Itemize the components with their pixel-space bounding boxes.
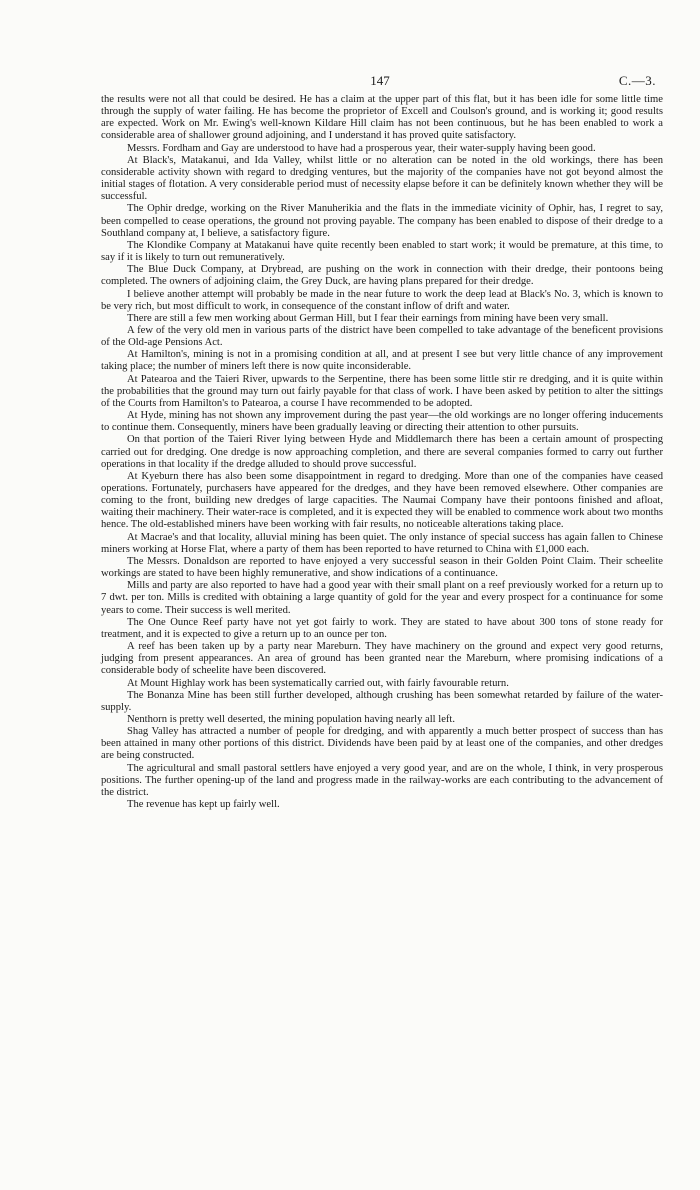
paragraph: Mills and party are also reported to have had a good year with their small plant on a reef previously worked for a return up to 7 dwt. per ton. Mills is credited with obtaining a large quantity of gold for the year and every prospect for a continuance for some years to come. Their success is well merited. [101, 580, 663, 616]
paragraph: Nenthorn is pretty well deserted, the mining population having nearly all left. [127, 713, 456, 725]
paragraph: The Ophir dredge, working on the River Manuherikia and the flats in the immediate vicinity of Ophir, has, I regret to say, been compelled to cease operations, the ground not proving payable. The company has been enabled to dispose of their dredge to a Southland company at, I believe, a satisfactory figure. [101, 203, 663, 239]
paragraph: The revenue has kept up fairly well. [127, 799, 280, 811]
document-reference: C.—3. [618, 73, 656, 88]
page-number: 147 [370, 73, 390, 88]
paragraph: A few of the very old men in various parts of the district have been compelled to take advantage of the beneficent provisions of the Old-age Pensions Act. [101, 324, 663, 349]
paragraph: At Macrae's and that locality, alluvial mining has been quiet. The only instance of special success has again fallen to Chinese miners working at Horse Flat, where a party of them has been reported to have returned to China with £1,000 each. [101, 531, 663, 555]
paragraph: At Hyde, mining has not shown any improvement during the past year—the old workings are no longer offering inducements to continue them. Consequently, miners have been gradually leaving or directing their attention to other pursuits. [101, 410, 663, 434]
paragraph: At Kyeburn there has also been some disappointment in regard to dredging. More than one of the companies have ceased operations. Fortunately, purchasers have appeared for the dredges, and they have been removed elsewhere. Other companies are coming to the front, building new dredges of large capacities. The Naumai Company have their pontoons finished and afloat, waiting their machinery. Their water-race is completed, and it is expected they will be enabled to commence work about two months hence. The old-established miners have been working with fair results, no noticeable alterations taking place. [101, 470, 663, 531]
paragraph: Shag Valley has attracted a number of people for dredging, and with apparently a much better prospect of success than has been attained in many other portions of this district. Dividends have been paid by at least one of the companies, and other dredges are being constructed. [101, 726, 663, 762]
paragraph: The agricultural and small pastoral settlers have enjoyed a very good year, and are on the whole, I think, in very prosperous positions. The further opening-up of the land and progress made in the railway-works are each contributing to the advancement of the district. [101, 762, 663, 798]
paragraph: At Hamilton's, mining is not in a promising condition at all, and at present I see but very little chance of any improvement taking place; the number of miners left there is now quite inconsiderable. [101, 349, 663, 373]
paragraph: The Bonanza Mine has been still further developed, although crushing has been somewhat retarded by failure of the water-supply. [101, 689, 663, 713]
paragraph: A reef has been taken up by a party near Mareburn. They have machinery on the ground and expect very good returns, judging from present appearances. An area of ground has been granted near the Mareburn, where promising indications of a considerable body of scheelite have been discovered. [101, 641, 663, 677]
paragraph: There are still a few men working about German Hill, but I fear their earnings from mining have been very small. [127, 312, 609, 324]
paragraph: Messrs. Fordham and Gay are understood to have had a prosperous year, their water-supply having been good. [127, 142, 596, 154]
paragraph: On that portion of the Taieri River lying between Hyde and Middlemarch there has been a certain amount of prospecting carried out for dredging. One dredge is now approaching completion, and there are several companies formed to carry out further operations in that locality if the dredge alluded to should prove successful. [101, 434, 663, 470]
paragraph: The Messrs. Donaldson are reported to have enjoyed a very successful season in their Golden Point Claim. Their scheelite workings are stated to have been highly remunerative, and show indications of a continuance. [101, 555, 663, 580]
paragraph: The Klondike Company at Matakanui have quite recently been enabled to start work; it would be premature, at this time, to say if it is likely to turn out remuneratively. [101, 239, 663, 264]
paragraph: The One Ounce Reef party have not yet got fairly to work. They are stated to have about 300 tons of stone ready for treatment, and it is expected to give a return up to an ounce per ton. [101, 616, 663, 640]
paragraph: The Blue Duck Company, at Drybread, are pushing on the work in connection with their dredge, their pontoons being completed. The owners of adjoining claim, the Grey Duck, are having plans prepared for their dredge. [101, 264, 663, 288]
paragraph: At Mount Highlay work has been systematically carried out, with fairly favourable return. [127, 677, 509, 689]
paragraph: At Black's, Matakanui, and Ida Valley, whilst little or no alteration can be noted in the old workings, there has been considerable activity shown with regard to dredging ventures, but the majority of the companies have not got beyond almost the initial stages of flotation. A very considerable period must of necessity elapse before it can be definitely known whether they will be successful. [101, 154, 663, 203]
paragraph: I believe another attempt will probably be made in the near future to work the deep lead at Black's No. 3, which is known to be very rich, but most difficult to work, in consequence of the constant inflow of drift and water. [101, 288, 663, 312]
paragraph: At Patearoa and the Taieri River, upwards to the Serpentine, there has been some little stir re dredging, and it is quite within the probabilities that the ground may turn out fairly payable for that class of work. I have been asked by petition to alter the sittings of the Courts from Hamilton's to Patearoa, a course I have recommended to be adopted. [101, 373, 663, 409]
paragraph: the results were not all that could be desired. He has a claim at the upper part of this flat, but it has been idle for some little time through the supply of water failing. He has become the proprietor of Excell and Coulson's ground, and is working it; good results are expected. Work on Mr. Ewing's well-known Kildare Hill claim has not been continuous, but he has been enabled to work a considerable area of shallower ground adjoining, and I understand it has proved quite satisfactory. [101, 94, 663, 142]
body-text [101, 94, 663, 811]
page-header [100, 73, 660, 89]
